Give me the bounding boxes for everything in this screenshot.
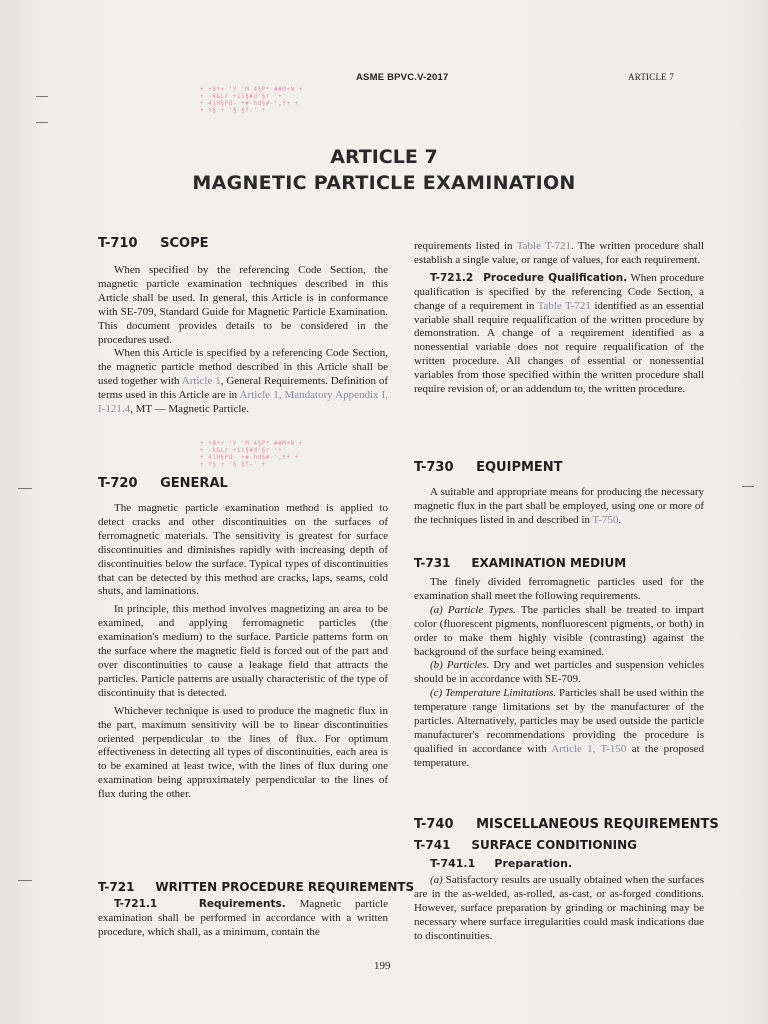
text: When this Article is specified by a referencing Code Section, the magnetic particle method described in this Article shall be used together with	[98, 347, 388, 388]
cross-reference-link[interactable]: Article 1, T-150	[551, 742, 627, 755]
subsection-title: Requirements.	[198, 898, 286, 910]
ink-stamp	[200, 440, 303, 468]
paragraph: The finely divided ferromagnetic particles used for the examination shall meet the following requirements.	[414, 576, 704, 602]
stamp-line: + -k&Lr +ii§#d'§r '+'	[200, 447, 287, 454]
general-text	[98, 502, 388, 802]
scan-mark	[36, 96, 48, 97]
text: .	[618, 513, 622, 526]
text: identified as an essential variable shall require requalification of the written procedure by demonstration. A change of a requirement identified as a nonessential variable does not require requalification of the written procedure. All changes of essential or nonessential variables from those specified within the written procedure shall require revision of, or an addendum to, the written procedure.	[414, 299, 705, 396]
stamp-line: + -k&Lr +ii§#d'§r '+'	[200, 93, 287, 100]
text: at the proposed temperature.	[414, 742, 705, 769]
scan-mark	[36, 122, 48, 123]
paragraph	[414, 687, 704, 770]
text: , MT — Magnetic Particle.	[130, 403, 250, 416]
item-label: (a) Particle Types.	[430, 603, 516, 616]
subsection-number: T-721.2	[430, 271, 474, 284]
cross-reference-link[interactable]: Article 1, Mandatory Appendix I, I-121.4	[98, 389, 389, 416]
stamp-line: + Y§ + '§ §f-' +	[200, 107, 266, 114]
subsection-title: Procedure Qualification.	[483, 271, 628, 284]
cross-reference-link[interactable]: Table T-721	[516, 240, 572, 252]
equipment-text	[414, 486, 704, 528]
section-heading-t730: T-730 EQUIPMENT	[414, 460, 563, 475]
paragraph	[414, 272, 704, 397]
text: , General Requirements. Definition of terms used in this Article are in	[98, 375, 388, 402]
stamp-line: + Y§ + '§ §f-' +	[200, 461, 266, 468]
procedure-text	[98, 898, 388, 940]
paragraph	[414, 240, 704, 268]
article-title: MAGNETIC PARTICLE EXAMINATION	[192, 172, 576, 194]
paragraph	[414, 604, 704, 660]
stamp-line: + 4iH§Pd- +#-hd§#-',Y+ +	[200, 454, 299, 461]
subsection-number: T-721.1	[114, 898, 158, 910]
section-heading-t731: T-731 EXAMINATION MEDIUM	[414, 556, 627, 570]
stamp-line: + +8*+ 'Y 'M 4§P* ##M+N +	[200, 86, 303, 93]
running-header-doc: ASME BPVC.V-2017	[356, 72, 449, 83]
stamp-line: + 4iH§Pd- +#-hd§#-',Y+ +	[200, 100, 299, 107]
text: The particles shall be treated to impart color (fluorescent pigments, nonfluorescent pigments, or both) in order to make them highly visible (contrasting) against the background of the surface being examined.	[414, 603, 704, 658]
section-heading-t710: T-710 SCOPE	[98, 236, 209, 251]
text: When procedure qualification is specified by the referencing Code Section, a change of a requirement in	[414, 271, 704, 312]
surface-conditioning-text	[414, 874, 704, 944]
paragraph	[98, 347, 388, 417]
text: A suitable and appropriate means for producing the necessary magnetic flux in the part shall be employed, using one or more of the techniques listed in and described in	[414, 486, 704, 526]
text: requirements listed in	[414, 240, 513, 252]
paragraph	[414, 659, 704, 687]
paragraph: Whichever technique is used to produce the magnetic flux in the part, maximum sensitivity will be to linear discontinuities oriented perpendicular to the lines of flux. For optimum effectiveness in detecting all types of discontinuities, each area is to be examined at least twice, with the lines of flux during one examination being approximately perpendicular to the lines of flux during the other.	[98, 704, 388, 801]
running-header-article: ARTICLE 7	[628, 72, 675, 82]
procedure-text-continued	[414, 240, 704, 397]
paragraph	[98, 898, 388, 940]
text: Dry and wet particles and suspension vehicles should be in accordance with SE-709.	[414, 659, 704, 686]
subsubsection-heading-t741-1: T-741.1 Preparation.	[430, 857, 573, 870]
item-label: (c) Temperature Limitations.	[430, 687, 557, 700]
paragraph: When specified by the referencing Code Section, the magnetic particle examination techniques described in this Article shall be used. In general, this Article is in conformance with SE-709, Standard Guide for Magnetic Particle Examination. This document provides details to be considered in the procedures used.	[98, 264, 388, 346]
subsection-heading-t741: T-741 SURFACE CONDITIONING	[414, 838, 637, 852]
scan-mark	[18, 488, 32, 489]
section-heading-t721: T-721 WRITTEN PROCEDURE REQUIREMENTS	[98, 880, 415, 894]
text: Satisfactory results are usually obtained when the surfaces are in the as-welded, as-rolled, as-cast, or as-forged conditions. However, surface preparation by grinding or machining may be necessary where surface irregularities could mask indications due to discontinuities.	[414, 874, 705, 942]
examination-medium-text	[414, 576, 704, 771]
text: Magnetic particle examination shall be performed in accordance with a written procedure, which shall, as a minimum, contain the	[98, 898, 388, 938]
item-label: (b) Particles.	[430, 659, 490, 672]
cross-reference-link[interactable]: Article 1	[181, 375, 221, 388]
scope-text	[98, 264, 388, 417]
text: . The written procedure shall establish a single value, or range of values, for each requirement.	[414, 240, 705, 266]
section-heading-t720: T-720 GENERAL	[98, 476, 228, 491]
scan-mark	[18, 880, 32, 881]
text: Particles shall be used within the temperature range limitations set by the manufacturer of the particles. Alternatively, particles may be used outside the particle manufacturer's recommendations providing the procedure is qualified in accordance with	[414, 687, 704, 755]
paragraph	[414, 486, 704, 528]
cross-reference-link[interactable]: T-750	[592, 513, 619, 526]
page-number: 199	[374, 960, 391, 972]
paragraph: The magnetic particle examination method is applied to detect cracks and other discontinuities on the surfaces of ferromagnetic materials. The sensitivity is greatest for surface discontinuities and diminishes rapidly with increasing depth of discontinuities below the surface. Typical types of discontinuities that can be detected by this method are cracks, laps, seams, cold shuts, and laminations.	[98, 502, 388, 598]
item-label: (a)	[430, 874, 443, 886]
section-heading-t740: T-740 MISCELLANEOUS REQUIREMENTS	[414, 817, 719, 832]
paragraph	[414, 874, 704, 944]
article-number: ARTICLE 7	[330, 146, 438, 168]
cross-reference-link[interactable]: Table T-721	[537, 299, 591, 312]
ink-stamp	[200, 86, 303, 114]
paragraph: In principle, this method involves magnetizing an area to be examined, and applying ferromagnetic particles (the examination's medium) to the surface. Particle patterns form on the surface where the magnetic field is forced out of the part and over discontinuities to cause a leakage field that attracts the particles. Particle patterns are usually characteristic of the type of discontinuity that is detected.	[98, 603, 388, 699]
scan-mark	[742, 486, 754, 487]
stamp-line: + +8*+ 'Y 'M 4§P* ##M+N +	[200, 440, 303, 447]
